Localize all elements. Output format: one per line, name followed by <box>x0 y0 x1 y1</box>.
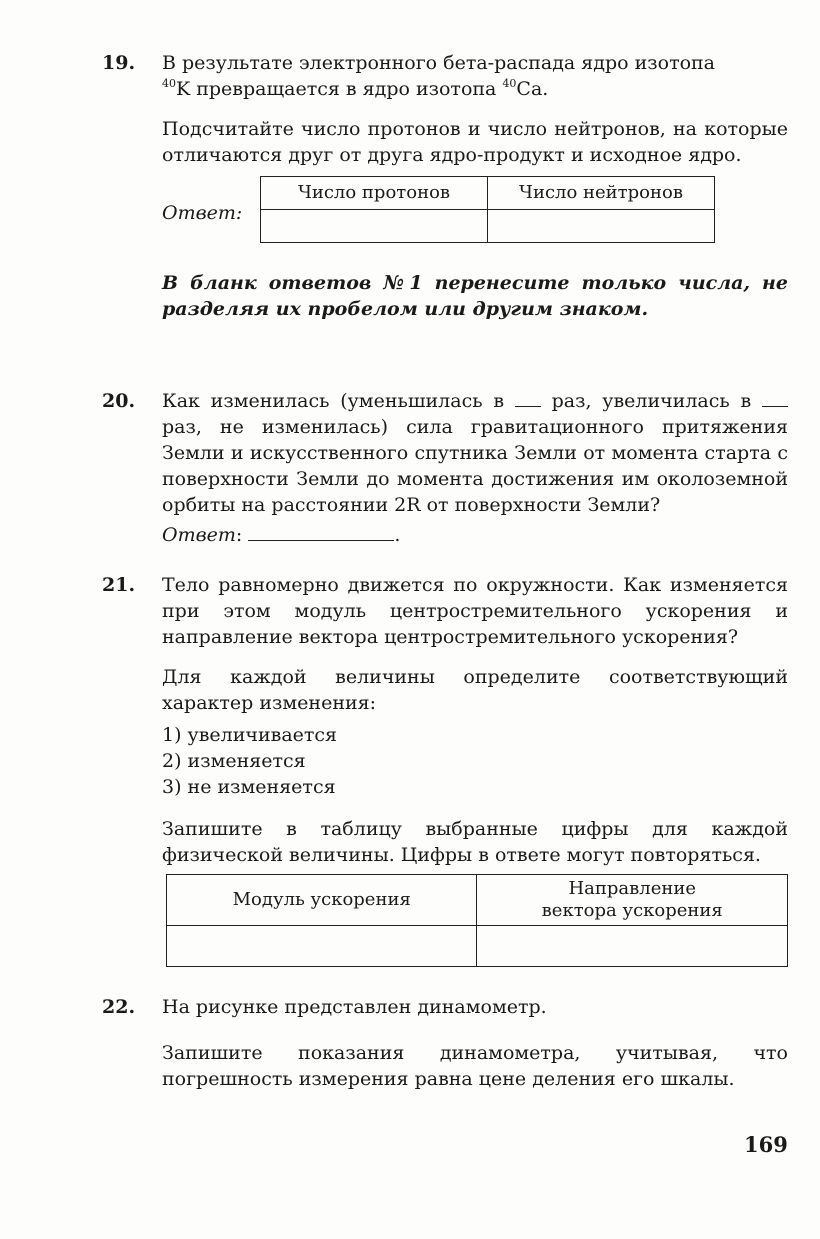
column-header-modulus: Модуль ускорения <box>167 875 477 926</box>
question-number: 22. <box>102 996 136 1018</box>
column-header-direction: Направление вектора ускорения <box>477 875 788 926</box>
instruction-text: Для каждой величины определите соответствующий характер изменения: <box>162 666 788 714</box>
task-text: Запишите показания динамометра, учитывая, что погрешность измерения равна цене деления его шкалы. <box>162 1042 788 1090</box>
question-number: 19. <box>102 52 136 74</box>
question-text: В результате электронного бета-распада ядро изотопа $^{40}$K превращается в ядро изотопа $^{40}$Ca. <box>162 52 716 100</box>
question-text: Как изменилась (уменьшилась в раз, увеличилась в раз, не изменилась) сила гравитационного притяжения Земли и искусственного спутника Земли от момента старта с поверхности Земли до момента достижения им околоземной орбиты на расстоянии 2R от поверхности Земли? <box>162 390 788 516</box>
transfer-note: В бланк ответов №1 перенесите только числа, не разделяя их пробелом или другим знаком. <box>162 272 788 320</box>
mass-number-k: 40 <box>162 77 176 90</box>
page-number: 169 <box>744 1132 788 1157</box>
question-body <box>162 50 788 322</box>
question-number: 20. <box>102 390 136 412</box>
answer-label: Ответ: <box>162 202 243 224</box>
answer-line: Ответ: . <box>162 524 401 546</box>
question-body <box>162 388 788 548</box>
mass-number-ca: 40 <box>502 77 517 90</box>
blank-line <box>762 388 788 407</box>
question-number: 21. <box>102 574 136 596</box>
answer-cell-neutrons[interactable] <box>488 210 715 243</box>
question-text: На рисунке представлен динамометр. <box>162 996 547 1018</box>
options-list <box>162 722 788 800</box>
blank-line <box>515 388 541 407</box>
answer-table <box>166 874 788 967</box>
answer-table <box>260 176 715 243</box>
answer-row <box>162 176 788 248</box>
option-item: 3) не изменяется <box>162 776 336 798</box>
option-item: 1) увеличивается <box>162 724 338 746</box>
task-text: Подсчитайте число протонов и число нейтронов, на которые отличаются друг от друга ядро-продукт и исходное ядро. <box>162 118 788 166</box>
question-body <box>162 572 788 967</box>
answer-cell-protons[interactable] <box>261 210 488 243</box>
answer-cell-direction[interactable] <box>477 926 788 967</box>
answer-input-line[interactable] <box>248 522 394 541</box>
column-header-protons: Число протонов <box>261 177 488 210</box>
question-text: Тело равномерно движется по окружности. Как изменяется при этом модуль центростремительного ускорения и направление вектора центростремительного ускорения? <box>162 574 788 648</box>
table-instruction: Запишите в таблицу выбранные цифры для каждой физической величины. Цифры в ответе могут повторяться. <box>162 818 788 866</box>
question-body <box>162 994 788 1092</box>
answer-label: Ответ <box>162 524 236 546</box>
column-header-neutrons: Число нейтронов <box>488 177 715 210</box>
option-item: 2) изменяется <box>162 750 306 772</box>
answer-cell-modulus[interactable] <box>167 926 477 967</box>
